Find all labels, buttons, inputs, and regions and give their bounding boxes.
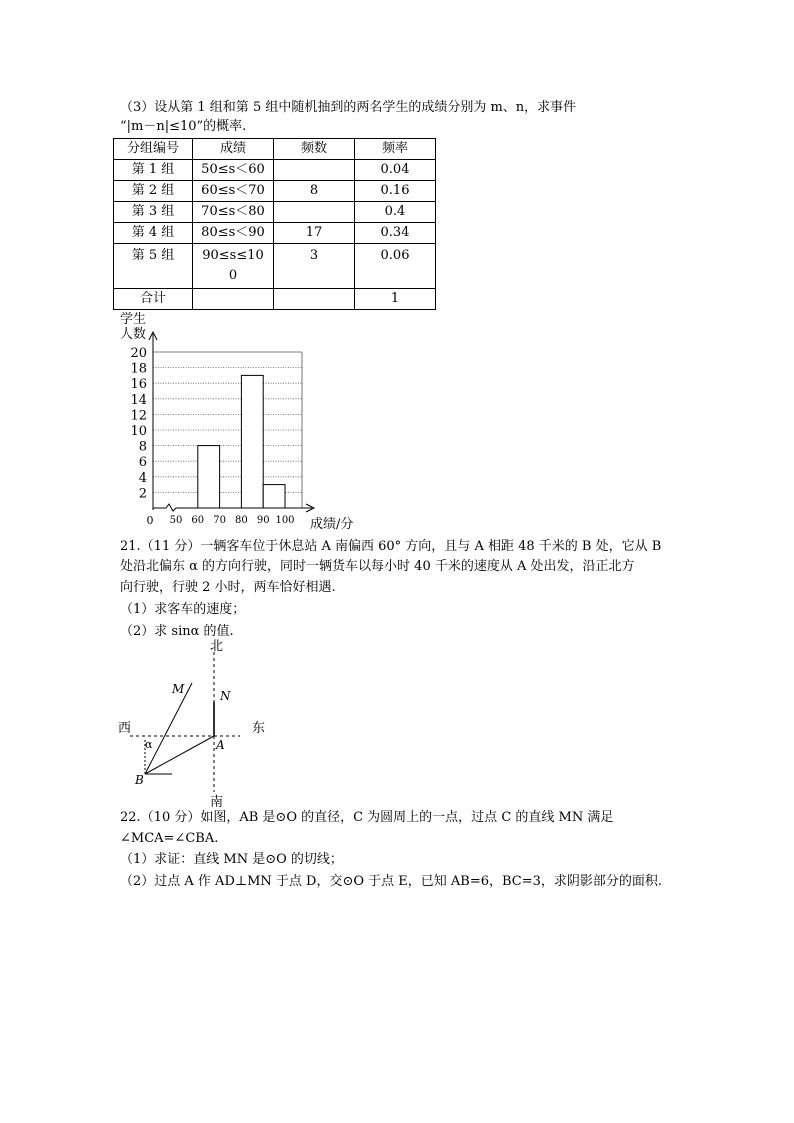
- q22-part2: （2）过点 A 作 AD⊥MN 于点 D，交⊙O 于点 E，已知 AB=6，BC=3，求阴影部分的面积.: [120, 874, 663, 889]
- q21-part2: （2）求 sinα 的值.: [120, 624, 234, 639]
- table-cell: 0.4: [355, 202, 436, 223]
- label-B: B: [135, 773, 144, 787]
- table-cell: 17: [274, 223, 355, 244]
- y-tick-label: 8: [138, 439, 147, 455]
- label-alpha: α: [145, 738, 153, 751]
- table-cell: 80≤s＜90: [193, 223, 274, 244]
- origin-label: 0: [146, 514, 154, 527]
- table-cell: 70≤s＜80: [193, 202, 274, 223]
- y-tick-label: 10: [130, 424, 147, 439]
- q21-line3: 向行驶，行驶 2 小时，两车恰好相遇.: [120, 580, 336, 595]
- table-cell: 1: [355, 289, 436, 310]
- table-header: 成绩: [193, 139, 274, 160]
- table-cell: 50≤s＜60: [193, 160, 274, 181]
- label-N: N: [220, 689, 231, 703]
- table-cell: 60≤s＜70: [193, 181, 274, 202]
- y-tick-label: 12: [130, 408, 147, 424]
- table-cell: 0.06: [355, 244, 436, 289]
- table-cell: 第 4 组: [114, 223, 193, 244]
- histogram-bar: [241, 375, 263, 508]
- direction-diagram: [110, 636, 280, 811]
- x-tick-label: 50: [169, 515, 183, 526]
- label-south: 南: [210, 795, 224, 810]
- x-tick-label: 80: [235, 515, 248, 526]
- table-cell: 第 1 组: [114, 160, 193, 181]
- score-line1: 90≤s≤10: [202, 248, 264, 263]
- y-tick-label: 2: [138, 486, 147, 502]
- q22-line1: 22.（10 分）如图，AB 是⊙O 的直径，C 为圆周上的一点，过点 C 的直线 MN 满足: [120, 810, 614, 825]
- table-cell: 合计: [114, 289, 193, 310]
- segment-BM: [145, 683, 192, 774]
- table-header: 频率: [355, 139, 436, 160]
- table-cell: 0.04: [355, 160, 436, 181]
- table-cell: 8: [274, 181, 355, 202]
- x-tick-label: 70: [213, 515, 226, 526]
- q22-line2: ∠MCA=∠CBA.: [120, 831, 219, 846]
- label-A: A: [216, 738, 225, 752]
- q20-part3-line1: （3）设从第 1 组和第 5 组中随机抽到的两名学生的成绩分别为 m、n，求事件: [120, 100, 577, 115]
- q21-part1: （1）求客车的速度；: [120, 602, 246, 617]
- label-north: 北: [210, 639, 224, 654]
- histogram-labels: [120, 311, 353, 532]
- table-header: 分组编号: [114, 139, 193, 160]
- table-cell: 0.16: [355, 181, 436, 202]
- histogram-axes: [149, 332, 314, 512]
- q22-part1: （1）求证：直线 MN 是⊙O 的切线；: [120, 852, 343, 867]
- q21-line2: 处沿北偏东 α 的方向行驶，同时一辆货车以每小时 40 千米的速度从 A 处出发，沿正北方: [120, 559, 635, 574]
- label-east: 东: [252, 721, 266, 736]
- label-west: 西: [118, 721, 132, 736]
- y-tick-label: 16: [130, 377, 147, 393]
- q20-part3-line2: “|m－n|≤10”的概率.: [120, 119, 247, 134]
- table-cell: 第 3 组: [114, 202, 193, 223]
- y-tick-label: 4: [138, 470, 147, 486]
- y-tick-label: 14: [130, 392, 147, 408]
- score-line2: 0: [228, 268, 238, 283]
- y-axis-label: 学生: [120, 312, 147, 327]
- x-tick-label: 90: [256, 515, 270, 526]
- y-axis-label: 人数: [120, 327, 147, 342]
- y-tick-label: 6: [138, 455, 147, 471]
- q21-line1: 21.（11 分）一辆客车位于休息站 A 南偏西 60° 方向，且与 A 相距 48 千米的 B 处，它从 B: [120, 539, 662, 554]
- histogram-bar: [263, 485, 285, 508]
- y-tick-label: 20: [130, 346, 147, 361]
- table-cell: 3: [274, 244, 355, 289]
- x-tick-label: 100: [275, 515, 295, 526]
- histogram-bar: [198, 446, 220, 508]
- x-axis-label: 成绩/分: [310, 517, 354, 532]
- histogram-bars: [198, 375, 285, 508]
- table-cell: 0.34: [355, 223, 436, 244]
- y-tick-label: 18: [130, 361, 147, 377]
- x-axis: [153, 504, 312, 511]
- table-header: 频数: [274, 139, 355, 160]
- table-cell: 第 2 组: [114, 181, 193, 202]
- x-tick-label: 60: [191, 515, 205, 526]
- label-M: M: [172, 682, 185, 696]
- table-cell: 第 5 组: [114, 244, 193, 289]
